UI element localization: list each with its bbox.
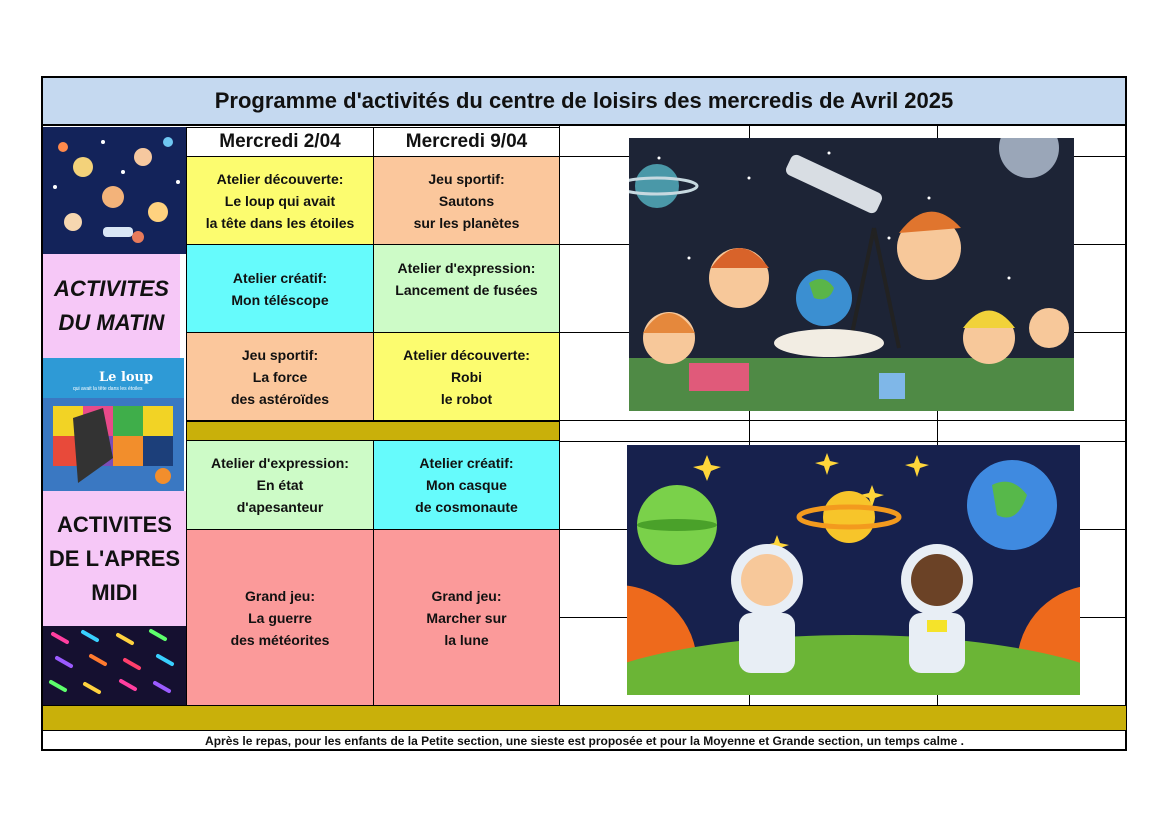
astronauts-image	[43, 127, 186, 254]
morning-1-day-1: Atelier découverte: Le loup qui avait la tête dans les étoiles	[186, 156, 374, 245]
day-header-2: Mercredi 9/04	[373, 127, 560, 157]
morning-label: ACTIVITES DU MATIN	[43, 254, 180, 358]
afternoon-2-day-2: Grand jeu: Marcher sur la lune	[373, 529, 560, 706]
morning-2-day-2: Atelier d'expression: Lancement de fusées	[373, 244, 560, 333]
book-cover	[43, 358, 184, 491]
footer-note: Après le repas, pour les enfants de la Petite section, une sieste est proposée et pour la Moyenne et Grande section, un temps calme .	[205, 733, 964, 748]
page-title: Programme d'activités du centre de loisirs des mercredis de Avril 2025	[214, 88, 954, 113]
kids-telescope-image	[629, 138, 1074, 411]
afternoon-1-day-1: Atelier d'expression: En état d'apesanteur	[186, 440, 374, 530]
book-subtitle: qui avait la tête dans les étoiles	[73, 386, 143, 392]
afternoon-label: ACTIVITES DE L'APRES MIDI	[43, 491, 186, 626]
lunch-separator	[186, 421, 560, 441]
meteorites-image	[43, 626, 186, 706]
astronauts-planets-image	[627, 445, 1080, 695]
morning-3-day-1: Jeu sportif: La force des astéroïdes	[186, 332, 374, 421]
morning-2-day-1: Atelier créatif: Mon téléscope	[186, 244, 374, 333]
morning-1-day-2: Jeu sportif: Sautons sur les planètes	[373, 156, 560, 245]
book-title: Le loup	[99, 370, 154, 385]
bottom-band	[43, 705, 1126, 731]
afternoon-1-day-2: Atelier créatif: Mon casque de cosmonaute	[373, 440, 560, 530]
afternoon-2-day-1: Grand jeu: La guerre des météorites	[186, 529, 374, 706]
morning-3-day-2: Atelier découverte: Robi le robot	[373, 332, 560, 421]
title-bar	[41, 76, 1127, 126]
day-header-1: Mercredi 2/04	[186, 127, 374, 157]
